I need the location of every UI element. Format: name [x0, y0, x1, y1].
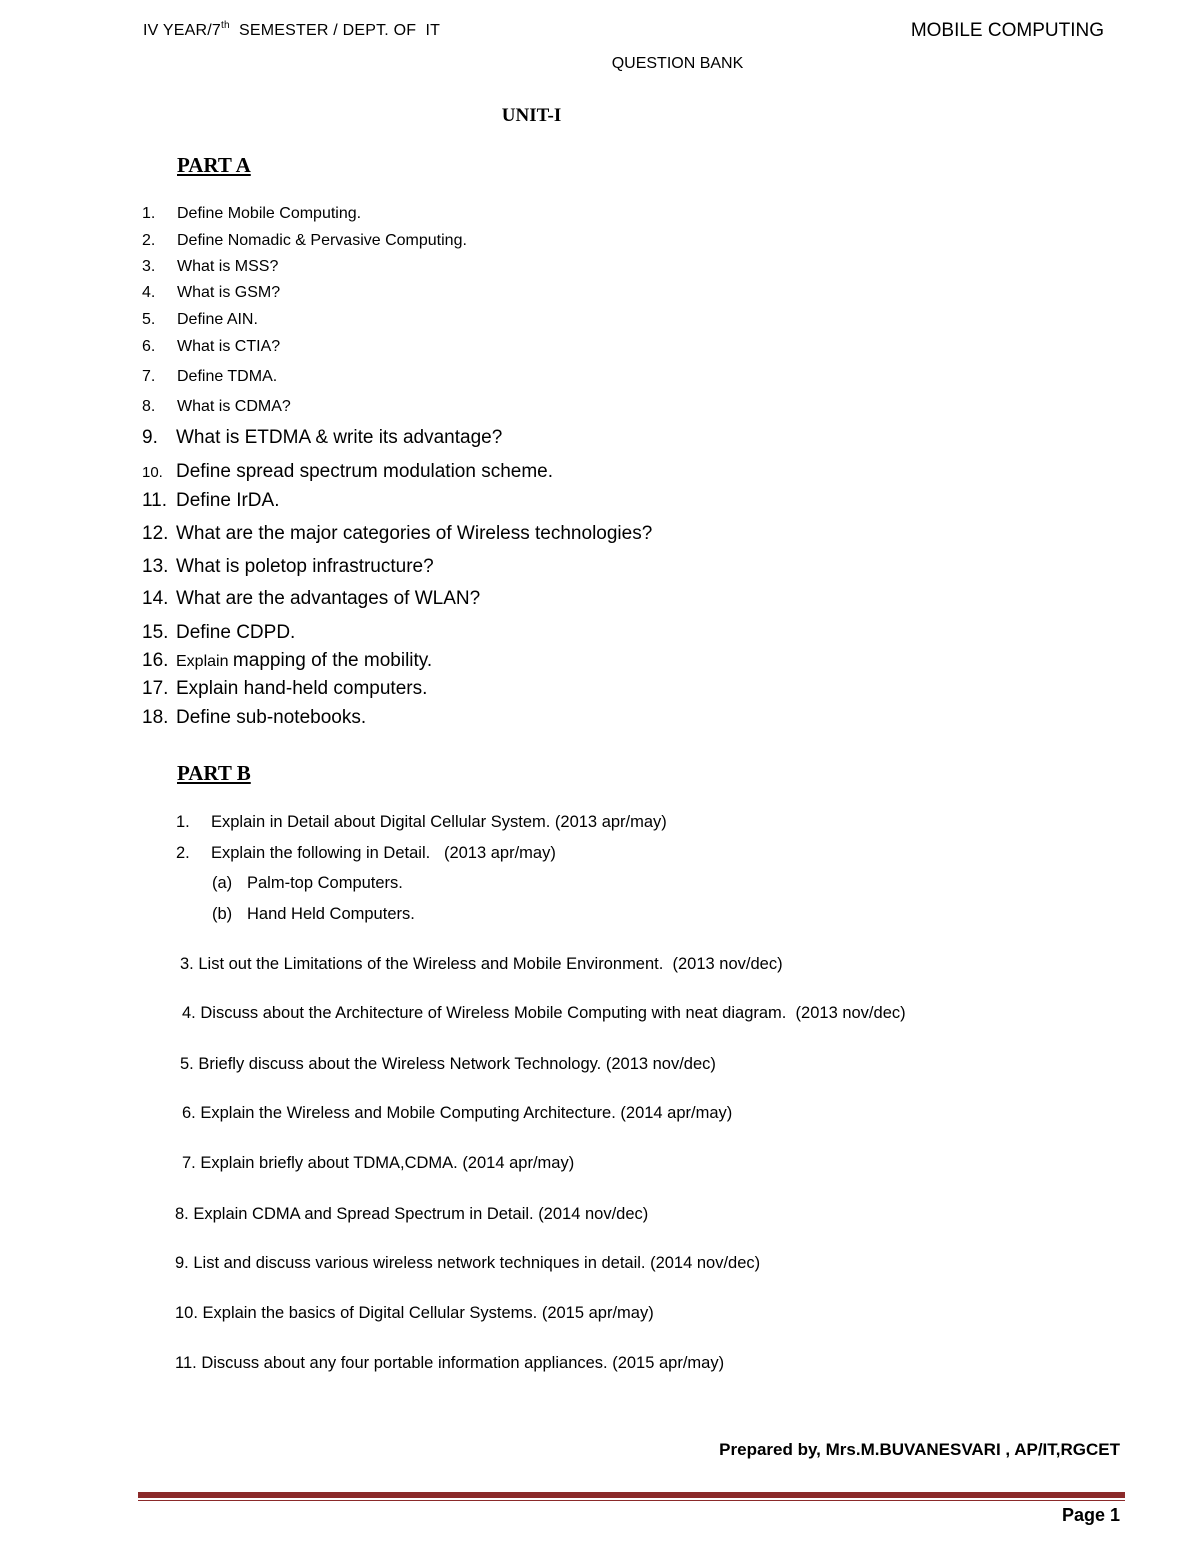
- part-b-question: 1. Explain in Detail about Digital Cellular System. (2013 apr/may): [176, 813, 667, 831]
- part-b-title: PART B: [177, 761, 251, 785]
- part-b-question: 11. Discuss about any four portable information appliances. (2015 apr/may): [175, 1354, 725, 1372]
- part-a-question: 13. What is poletop infrastructure?: [142, 556, 434, 577]
- part-b-question: 6. Explain the Wireless and Mobile Computing Architecture. (2014 apr/may): [182, 1104, 733, 1122]
- part-a-question: 14. What are the advantages of WLAN?: [142, 588, 481, 609]
- page-number: Page 1: [1061, 1505, 1120, 1525]
- part-a-title: PART A: [177, 153, 251, 177]
- prepared-by: Prepared by, Mrs.M.BUVANESVARI , AP/IT,RGCET: [719, 1440, 1120, 1459]
- part-a-question: 3. What is MSS?: [142, 258, 279, 275]
- part-a-question: 15. Define CDPD.: [142, 622, 296, 643]
- part-a-question: 1. Define Mobile Computing.: [142, 205, 362, 222]
- part-a-question: 6. What is CTIA?: [142, 338, 281, 355]
- header-left: [143, 22, 440, 40]
- footer-divider-thin: [138, 1500, 1125, 1501]
- part-b-question: 9. List and discuss various wireless network techniques in detail. (2014 nov/dec): [175, 1254, 761, 1272]
- part-a-question: 4. What is GSM?: [142, 284, 281, 301]
- part-a-question: 9. What is ETDMA & write its advantage?: [142, 427, 503, 448]
- header-year: IV YEAR/7: [143, 22, 221, 39]
- part-b-question: 7. Explain briefly about TDMA,CDMA. (2014 apr/may): [182, 1154, 575, 1172]
- header-superscript: th: [221, 20, 230, 31]
- header-dept: SEMESTER / DEPT. OF IT: [229, 22, 441, 39]
- part-a-question: 17. Explain hand-held computers.: [142, 678, 428, 699]
- header-course-title: MOBILE COMPUTING: [910, 20, 1104, 41]
- part-a-question: 16. Explain mapping of the mobility.: [142, 650, 433, 671]
- part-b-question: 3. List out the Limitations of the Wireless and Mobile Environment. (2013 nov/dec): [180, 955, 783, 973]
- part-a-question: 11. Define IrDA.: [142, 490, 280, 511]
- part-b-question: 5. Briefly discuss about the Wireless Network Technology. (2013 nov/dec): [180, 1055, 716, 1073]
- part-a-question: 2. Define Nomadic & Pervasive Computing.: [142, 232, 467, 249]
- part-b-question: 8. Explain CDMA and Spread Spectrum in Detail. (2014 nov/dec): [175, 1205, 649, 1223]
- footer-divider: [138, 1492, 1125, 1498]
- part-a-question: 8. What is CDMA?: [142, 398, 291, 415]
- part-a-question: 10. Define spread spectrum modulation scheme.: [142, 461, 554, 482]
- part-b-question: 10. Explain the basics of Digital Cellular Systems. (2015 apr/may): [175, 1304, 654, 1322]
- part-a-question: 12. What are the major categories of Wireless technologies?: [142, 523, 653, 544]
- document-subtitle: QUESTION BANK: [611, 55, 744, 72]
- part-a-question: 18. Define sub-notebooks.: [142, 707, 367, 728]
- part-a-question: 5. Define AIN.: [142, 311, 258, 328]
- part-b-question: 4. Discuss about the Architecture of Wireless Mobile Computing with neat diagram. (2013 nov/dec): [182, 1004, 906, 1022]
- part-b-question: 2. Explain the following in Detail. (2013 apr/may): [176, 844, 556, 862]
- unit-title: UNIT-I: [501, 105, 562, 126]
- part-b-subquestion: (a) Palm-top Computers.: [212, 874, 403, 892]
- part-a-question: 7. Define TDMA.: [142, 368, 278, 385]
- part-b-subquestion: (b) Hand Held Computers.: [212, 905, 415, 923]
